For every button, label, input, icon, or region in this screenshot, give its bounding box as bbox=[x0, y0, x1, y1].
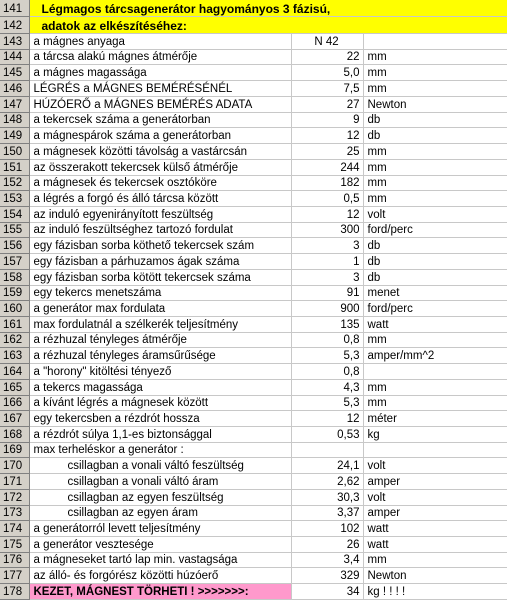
data-row bbox=[0, 379, 507, 395]
unit-cell[interactable]: db bbox=[363, 269, 507, 285]
label-cell[interactable]: max terheléskor a generátor : bbox=[29, 442, 291, 458]
unit-cell[interactable]: mm bbox=[363, 65, 507, 81]
label-cell[interactable]: a légrés a forgó és álló tárcsa között bbox=[29, 191, 291, 207]
row-header[interactable]: 157 bbox=[0, 254, 29, 270]
value-cell[interactable]: 25 bbox=[291, 144, 363, 160]
value-cell[interactable]: 26 bbox=[291, 537, 363, 553]
row-header[interactable]: 147 bbox=[0, 96, 29, 112]
row-header[interactable]: 152 bbox=[0, 175, 29, 191]
unit-cell[interactable]: méter bbox=[363, 411, 507, 427]
unit-cell[interactable]: mm bbox=[363, 552, 507, 568]
row-header[interactable]: 158 bbox=[0, 269, 29, 285]
unit-cell[interactable]: volt bbox=[363, 489, 507, 505]
row-header[interactable]: 176 bbox=[0, 552, 29, 568]
unit-cell[interactable]: watt bbox=[363, 521, 507, 537]
sheet-title-line-1[interactable]: Légmagos tárcsagenerátor hagyományos 3 fázisú, bbox=[29, 0, 507, 17]
sheet-title-line-2[interactable]: adatok az elkészítéséhez: bbox=[29, 17, 507, 34]
unit-cell[interactable]: mm bbox=[363, 332, 507, 348]
data-row bbox=[0, 49, 507, 65]
value-cell[interactable]: 5,0 bbox=[291, 65, 363, 81]
value-cell[interactable]: 0,5 bbox=[291, 191, 363, 207]
data-row bbox=[0, 175, 507, 191]
unit-cell[interactable]: mm bbox=[363, 175, 507, 191]
data-row bbox=[0, 112, 507, 128]
label-cell[interactable]: a rézhuzal tényleges átmérője bbox=[29, 332, 291, 348]
value-cell[interactable]: 34 bbox=[291, 584, 363, 600]
label-cell[interactable]: az álló- és forgórész közötti húzóerő bbox=[29, 568, 291, 584]
value-cell[interactable]: 5,3 bbox=[291, 395, 363, 411]
data-row bbox=[0, 521, 507, 537]
unit-cell[interactable]: volt bbox=[363, 458, 507, 474]
data-row bbox=[0, 489, 507, 505]
data-row bbox=[0, 159, 507, 175]
row-header[interactable]: 149 bbox=[0, 128, 29, 144]
label-cell[interactable]: a kívánt légrés a mágnesek között bbox=[29, 395, 291, 411]
value-cell[interactable]: 900 bbox=[291, 301, 363, 317]
label-cell[interactable]: egy tekercs menetszáma bbox=[29, 285, 291, 301]
row-header[interactable]: 144 bbox=[0, 49, 29, 65]
unit-cell[interactable]: mm bbox=[363, 379, 507, 395]
row-header[interactable]: 170 bbox=[0, 458, 29, 474]
row-header[interactable]: 163 bbox=[0, 348, 29, 364]
label-cell[interactable]: az induló feszültséghez tartozó fordulat bbox=[29, 222, 291, 238]
row-header[interactable]: 154 bbox=[0, 206, 29, 222]
unit-cell[interactable]: watt bbox=[363, 537, 507, 553]
label-cell[interactable]: KEZET, MÁGNEST TÖRHETI ! >>>>>>>: bbox=[29, 584, 291, 600]
data-row bbox=[0, 505, 507, 521]
unit-cell[interactable]: mm bbox=[363, 159, 507, 175]
data-row bbox=[0, 364, 507, 380]
value-cell[interactable]: 91 bbox=[291, 285, 363, 301]
row-header[interactable]: 172 bbox=[0, 489, 29, 505]
unit-cell[interactable]: db bbox=[363, 254, 507, 270]
unit-cell[interactable]: mm bbox=[363, 395, 507, 411]
value-cell[interactable]: 300 bbox=[291, 222, 363, 238]
data-row bbox=[0, 128, 507, 144]
data-row bbox=[0, 395, 507, 411]
label-cell[interactable]: max fordulatnál a szélkerék teljesítmény bbox=[29, 316, 291, 332]
value-cell[interactable] bbox=[291, 442, 363, 458]
unit-cell[interactable]: ford/perc bbox=[363, 222, 507, 238]
label-cell[interactable]: a generátor max fordulata bbox=[29, 301, 291, 317]
value-cell[interactable]: 9 bbox=[291, 112, 363, 128]
row-header[interactable]: 148 bbox=[0, 112, 29, 128]
label-cell[interactable]: csillagban a vonali váltó áram bbox=[29, 474, 291, 490]
label-cell[interactable]: HÚZÓERŐ a MÁGNES BEMÉRÉS ADATA bbox=[29, 96, 291, 112]
value-cell[interactable]: 182 bbox=[291, 175, 363, 191]
unit-cell[interactable] bbox=[363, 442, 507, 458]
row-header[interactable]: 166 bbox=[0, 395, 29, 411]
label-cell[interactable]: a tekercs magassága bbox=[29, 379, 291, 395]
row-header[interactable]: 167 bbox=[0, 411, 29, 427]
value-cell[interactable]: N 42 bbox=[291, 34, 363, 50]
title-row-1 bbox=[0, 0, 507, 17]
label-cell[interactable]: a mágnesek és tekercsek osztóköre bbox=[29, 175, 291, 191]
data-row bbox=[0, 81, 507, 97]
warning-row bbox=[0, 584, 507, 600]
unit-cell[interactable]: kg bbox=[363, 427, 507, 443]
row-header[interactable]: 171 bbox=[0, 474, 29, 490]
unit-cell[interactable]: Newton bbox=[363, 96, 507, 112]
value-cell[interactable]: 24,1 bbox=[291, 458, 363, 474]
label-cell[interactable]: csillagban a vonali váltó feszültség bbox=[29, 458, 291, 474]
row-header[interactable]: 150 bbox=[0, 144, 29, 160]
unit-cell[interactable] bbox=[363, 34, 507, 50]
value-cell[interactable]: 12 bbox=[291, 411, 363, 427]
value-cell[interactable]: 12 bbox=[291, 128, 363, 144]
row-header[interactable]: 169 bbox=[0, 442, 29, 458]
data-row bbox=[0, 332, 507, 348]
label-cell[interactable]: a tárcsa alakú mágnes átmérője bbox=[29, 49, 291, 65]
data-row bbox=[0, 269, 507, 285]
value-cell[interactable]: 3 bbox=[291, 269, 363, 285]
data-row bbox=[0, 65, 507, 81]
label-cell[interactable]: LÉGRÉS a MÁGNES BEMÉRÉSÉNÉL bbox=[29, 81, 291, 97]
value-cell[interactable]: 3,37 bbox=[291, 505, 363, 521]
row-header[interactable]: 145 bbox=[0, 65, 29, 81]
row-header[interactable]: 159 bbox=[0, 285, 29, 301]
data-row bbox=[0, 285, 507, 301]
label-cell[interactable]: egy fázisban sorba köthető tekercsek szám bbox=[29, 238, 291, 254]
row-header[interactable]: 164 bbox=[0, 364, 29, 380]
unit-cell[interactable] bbox=[363, 364, 507, 380]
value-cell[interactable]: 0,53 bbox=[291, 427, 363, 443]
label-cell[interactable]: egy fázisban sorba kötött tekercsek száma bbox=[29, 269, 291, 285]
data-row bbox=[0, 427, 507, 443]
value-cell[interactable]: 12 bbox=[291, 206, 363, 222]
data-row bbox=[0, 474, 507, 490]
unit-cell[interactable]: Newton bbox=[363, 568, 507, 584]
unit-cell[interactable]: watt bbox=[363, 316, 507, 332]
label-cell[interactable]: a mágnespárok száma a generátorban bbox=[29, 128, 291, 144]
label-cell[interactable]: csillagban az egyen feszültség bbox=[29, 489, 291, 505]
unit-cell[interactable]: volt bbox=[363, 206, 507, 222]
data-row bbox=[0, 254, 507, 270]
label-cell[interactable]: egy fázisban a párhuzamos ágak száma bbox=[29, 254, 291, 270]
row-header[interactable]: 142 bbox=[0, 17, 29, 34]
unit-cell[interactable]: db bbox=[363, 112, 507, 128]
label-cell[interactable]: az összerakott tekercsek külső átmérője bbox=[29, 159, 291, 175]
data-row bbox=[0, 458, 507, 474]
row-header[interactable]: 174 bbox=[0, 521, 29, 537]
value-cell[interactable]: 2,62 bbox=[291, 474, 363, 490]
data-row bbox=[0, 96, 507, 112]
label-cell[interactable]: az induló egyenirányított feszültség bbox=[29, 206, 291, 222]
unit-cell[interactable]: mm bbox=[363, 144, 507, 160]
row-header[interactable]: 165 bbox=[0, 379, 29, 395]
unit-cell[interactable]: amper bbox=[363, 474, 507, 490]
value-cell[interactable]: 244 bbox=[291, 159, 363, 175]
label-cell[interactable]: a tekercsek száma a generátorban bbox=[29, 112, 291, 128]
value-cell[interactable]: 135 bbox=[291, 316, 363, 332]
label-cell[interactable]: a generátor vesztesége bbox=[29, 537, 291, 553]
value-cell[interactable]: 3 bbox=[291, 238, 363, 254]
row-header[interactable]: 168 bbox=[0, 427, 29, 443]
row-header[interactable]: 173 bbox=[0, 505, 29, 521]
data-row bbox=[0, 568, 507, 584]
value-cell[interactable]: 22 bbox=[291, 49, 363, 65]
value-cell[interactable]: 3,4 bbox=[291, 552, 363, 568]
data-row bbox=[0, 206, 507, 222]
data-row bbox=[0, 222, 507, 238]
row-header[interactable]: 141 bbox=[0, 0, 29, 17]
row-header[interactable]: 160 bbox=[0, 301, 29, 317]
label-cell[interactable]: a mágneseket tartó lap min. vastagsága bbox=[29, 552, 291, 568]
value-cell[interactable]: 5,3 bbox=[291, 348, 363, 364]
title-row-2 bbox=[0, 17, 507, 34]
row-header[interactable]: 151 bbox=[0, 159, 29, 175]
label-cell[interactable]: a "horony" kitöltési tényező bbox=[29, 364, 291, 380]
row-header[interactable]: 162 bbox=[0, 332, 29, 348]
value-cell[interactable]: 102 bbox=[291, 521, 363, 537]
unit-cell[interactable]: mm bbox=[363, 191, 507, 207]
label-cell[interactable]: a generátorról levett teljesítmény bbox=[29, 521, 291, 537]
row-header[interactable]: 175 bbox=[0, 537, 29, 553]
unit-cell[interactable]: menet bbox=[363, 285, 507, 301]
label-cell[interactable]: a rézdrót súlya 1,1-es biztonsággal bbox=[29, 427, 291, 443]
value-cell[interactable]: 0,8 bbox=[291, 332, 363, 348]
value-cell[interactable]: 1 bbox=[291, 254, 363, 270]
value-cell[interactable]: 0,8 bbox=[291, 364, 363, 380]
row-header[interactable]: 177 bbox=[0, 568, 29, 584]
unit-cell[interactable]: kg ! ! ! ! bbox=[363, 584, 507, 600]
value-cell[interactable]: 4,3 bbox=[291, 379, 363, 395]
data-row bbox=[0, 238, 507, 254]
data-row bbox=[0, 144, 507, 160]
row-header[interactable]: 143 bbox=[0, 34, 29, 50]
row-header[interactable]: 153 bbox=[0, 191, 29, 207]
data-row bbox=[0, 301, 507, 317]
data-row bbox=[0, 552, 507, 568]
value-cell[interactable]: 7,5 bbox=[291, 81, 363, 97]
unit-cell[interactable]: mm bbox=[363, 49, 507, 65]
unit-cell[interactable]: db bbox=[363, 238, 507, 254]
label-cell[interactable]: egy tekercsben a rézdrót hossza bbox=[29, 411, 291, 427]
value-cell[interactable]: 30,3 bbox=[291, 489, 363, 505]
value-cell[interactable]: 27 bbox=[291, 96, 363, 112]
data-row bbox=[0, 316, 507, 332]
value-cell[interactable]: 329 bbox=[291, 568, 363, 584]
data-row bbox=[0, 191, 507, 207]
row-header[interactable]: 178 bbox=[0, 584, 29, 600]
label-cell[interactable]: a mágnes anyaga bbox=[29, 34, 291, 50]
label-cell[interactable]: a mágnes magassága bbox=[29, 65, 291, 81]
data-row bbox=[0, 348, 507, 364]
data-row bbox=[0, 411, 507, 427]
data-row bbox=[0, 537, 507, 553]
data-row bbox=[0, 442, 507, 458]
unit-cell[interactable]: db bbox=[363, 128, 507, 144]
unit-cell[interactable]: amper/mm^2 bbox=[363, 348, 507, 364]
row-header[interactable]: 155 bbox=[0, 222, 29, 238]
row-header[interactable]: 161 bbox=[0, 316, 29, 332]
label-cell[interactable]: a mágnesek közötti távolság a vastárcsán bbox=[29, 144, 291, 160]
row-header[interactable]: 146 bbox=[0, 81, 29, 97]
label-cell[interactable]: csillagban az egyen áram bbox=[29, 505, 291, 521]
unit-cell[interactable]: ford/perc bbox=[363, 301, 507, 317]
label-cell[interactable]: a rézhuzal tényleges áramsűrűsége bbox=[29, 348, 291, 364]
row-header[interactable]: 156 bbox=[0, 238, 29, 254]
data-row bbox=[0, 34, 507, 50]
unit-cell[interactable]: amper bbox=[363, 505, 507, 521]
unit-cell[interactable]: mm bbox=[363, 81, 507, 97]
